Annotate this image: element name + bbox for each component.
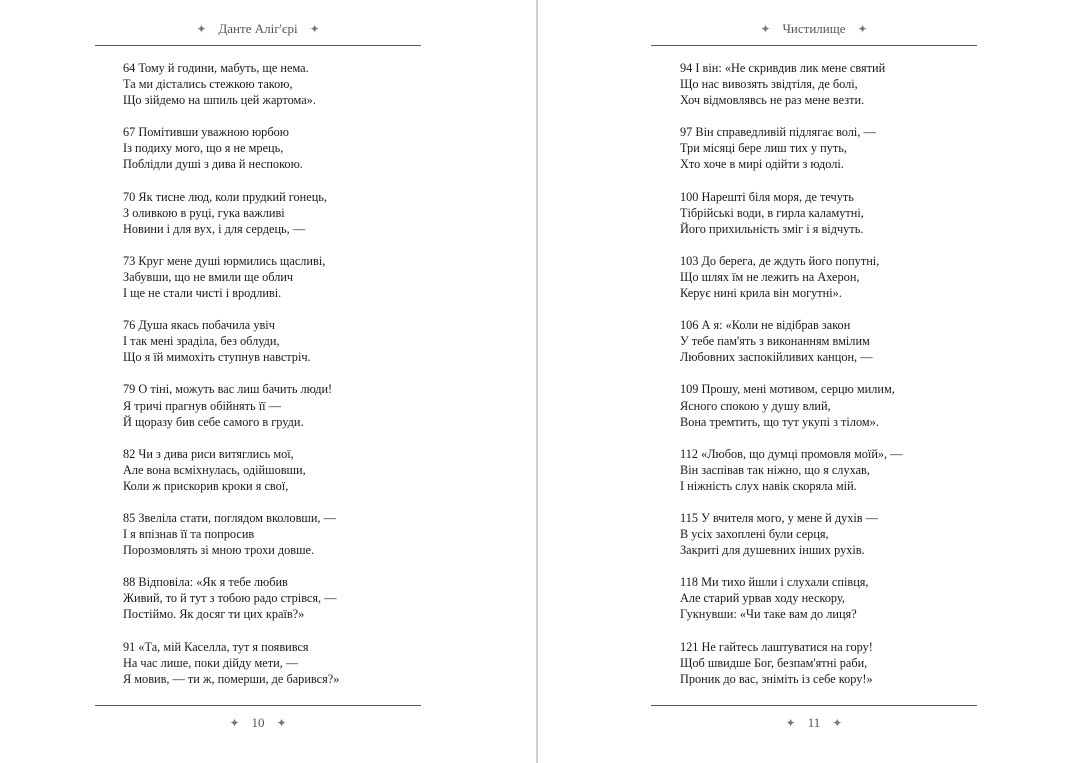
verse-line: Забувши, що не вмили ще облич — [123, 269, 294, 284]
stanza — [680, 574, 980, 622]
verse-line: Керує нині крила він могутні». — [680, 286, 842, 301]
stanza — [123, 446, 423, 494]
verse-line: 64 Тому й години, мабуть, ще нема. — [123, 61, 309, 75]
verse-line: Але старий урвав ходу нескору, — [680, 591, 845, 606]
verse-line: 103 До берега, де ждуть його попутні, — [680, 253, 880, 268]
right-running-head — [651, 20, 977, 38]
verse-line: І ніжність слух навік скоряла мій. — [680, 478, 857, 493]
verse-line: Що нас вивозять звідтіля, де болі, — [680, 77, 858, 92]
right-head-title: Чистилище — [782, 21, 846, 36]
right-verses — [680, 60, 980, 703]
verse-line: 109 Прошу, мені мотивом, серцю милим, — [680, 382, 895, 397]
stanza — [680, 446, 980, 494]
verse-line: І ще не стали чисті і вродливі. — [123, 286, 282, 301]
verse-line: Порозмовлять зі мною трохи довше. — [123, 543, 315, 558]
verse-line: Що зійдемо на шпиль цей жартома». — [123, 93, 316, 108]
verse-line: Хто хоче в мирі одійти з юдолі. — [680, 157, 844, 172]
verse-line: 79 О тіні, можуть вас лиш бачить люди! — [123, 382, 333, 397]
verse-line: 100 Нарешті біля моря, де течуть — [680, 189, 854, 204]
verse-line: Із подиху мого, що я не мрець, — [123, 141, 284, 156]
left-bottom-rule — [95, 705, 421, 706]
stanza — [123, 124, 423, 172]
left-verses — [123, 60, 423, 703]
right-page — [538, 0, 1074, 763]
verse-line: 121 Не гайтесь лаштуватися на гору! — [680, 639, 873, 654]
verse-line: З оливкою в руці, гука важливі — [123, 205, 285, 220]
verse-line: Щоб швидше Бог, безпам'ятні раби, — [680, 655, 868, 670]
stanza — [123, 189, 423, 237]
left-page — [0, 0, 536, 763]
ornament-icon: ✦ — [760, 22, 771, 36]
verse-line: Та ми дістались стежкою такою, — [123, 77, 293, 92]
verse-line: 67 Помітивши уважною юрбою — [123, 125, 289, 140]
verse-line: 94 І він: «Не скривдив лик мене святий — [680, 61, 886, 75]
verse-line: Поблідли душі з дива й неспокою. — [123, 157, 303, 172]
verse-line: В усіх захоплені були серця, — [680, 527, 829, 542]
verse-line: Коли ж прискорив кроки я свої, — [123, 478, 289, 493]
verse-line: Що шлях їм не лежить на Ахерон, — [680, 269, 860, 284]
verse-line: Тібрійські води, в гирла каламутні, — [680, 205, 864, 220]
verse-line: Я тричі прагнув обійнять її — — [123, 398, 281, 413]
left-running-head — [95, 20, 421, 38]
left-page-number — [95, 714, 421, 732]
verse-line: 85 Звеліла стати, поглядом вколовши, — — [123, 510, 336, 525]
verse-line: Й щоразу бив себе самого в груди. — [123, 414, 304, 429]
verse-line: 97 Він справедливій підлягає волі, — — [680, 125, 876, 140]
stanza — [123, 574, 423, 622]
verse-line: Три місяці бере лиш тих у путь, — [680, 141, 847, 156]
stanza — [123, 381, 423, 429]
stanza — [123, 639, 423, 687]
verse-line: Постіймо. Як досяг ти цих країв?» — [123, 607, 305, 622]
verse-line: Живий, то й тут з тобою радо стрівся, — — [123, 591, 337, 606]
stanza — [680, 317, 980, 365]
verse-line: І так мені зраділа, без облуди, — [123, 334, 280, 349]
left-top-rule — [95, 45, 421, 46]
right-page-number-text: 11 — [807, 715, 821, 730]
verse-line: У тебе пам'ять з виконанням вмілим — [680, 334, 870, 349]
verse-line: Я мовив, — ти ж, померши, де барився?» — [123, 671, 340, 686]
verse-line: 82 Чи з дива риси витяглись мої, — [123, 446, 294, 461]
verse-line: Любовних заспокійливих канцон, — — [680, 350, 873, 365]
stanza — [123, 510, 423, 558]
ornament-icon: ✦ — [196, 22, 207, 36]
verse-line: Проник до вас, зніміть із себе кору!» — [680, 671, 873, 686]
verse-line: 76 Душа якась побачила увіч — [123, 318, 275, 333]
right-page-number — [651, 714, 977, 732]
stanza — [680, 60, 980, 108]
verse-line: 91 «Та, мій Каселла, тут я появився — [123, 639, 309, 654]
verse-line: Він заспівав так ніжно, що я слухав, — [680, 462, 870, 477]
stanza — [123, 317, 423, 365]
right-bottom-rule — [651, 705, 977, 706]
ornament-icon: ✦ — [857, 22, 868, 36]
stanza — [680, 253, 980, 301]
stanza — [680, 124, 980, 172]
ornament-icon: ✦ — [229, 716, 240, 730]
verse-line: 106 А я: «Коли не відібрав закон — [680, 318, 851, 333]
ornament-icon: ✦ — [309, 22, 320, 36]
verse-line: 115 У вчителя мого, у мене й духів — — [680, 510, 878, 525]
verse-line: 88 Відповіла: «Як я тебе любив — [123, 575, 288, 590]
right-top-rule — [651, 45, 977, 46]
left-head-title: Данте Аліг'єрі — [218, 21, 298, 36]
verse-line: 118 Ми тихо йшли і слухали співця, — [680, 575, 869, 590]
verse-line: Закриті для душевних інших рухів. — [680, 543, 865, 558]
ornament-icon: ✦ — [785, 716, 796, 730]
verse-line: 70 Як тисне люд, коли прудкий гонець, — [123, 189, 327, 204]
verse-line: Але вона всміхнулась, одійшовши, — [123, 462, 306, 477]
verse-line: 112 «Любов, що думці промовля моїй», — — [680, 446, 903, 461]
verse-line: 73 Круг мене душі юрмились щасливі, — [123, 253, 326, 268]
verse-line: На час лише, поки дійду мети, — — [123, 655, 299, 670]
verse-line: Його прихильність зміг і я відчуть. — [680, 221, 864, 236]
ornament-icon: ✦ — [832, 716, 843, 730]
stanza — [680, 381, 980, 429]
verse-line: Вона тремтить, що тут укупі з тілом». — [680, 414, 879, 429]
verse-line: Хоч відмовлявсь не раз мене везти. — [680, 93, 865, 108]
stanza — [680, 639, 980, 687]
verse-line: Ясного спокою у душу влий, — [680, 398, 831, 413]
verse-line: І я впізнав її та попросив — [123, 527, 255, 542]
left-page-number-text: 10 — [251, 715, 265, 730]
verse-line: Новини і для вух, і для сердець, — — [123, 221, 306, 236]
stanza — [680, 189, 980, 237]
stanza — [680, 510, 980, 558]
stanza — [123, 253, 423, 301]
verse-line: Що я їй мимохіть ступнув навстріч. — [123, 350, 311, 365]
verse-line: Гукнувши: «Чи таке вам до лиця? — [680, 607, 857, 622]
ornament-icon: ✦ — [276, 716, 287, 730]
stanza — [123, 60, 423, 108]
